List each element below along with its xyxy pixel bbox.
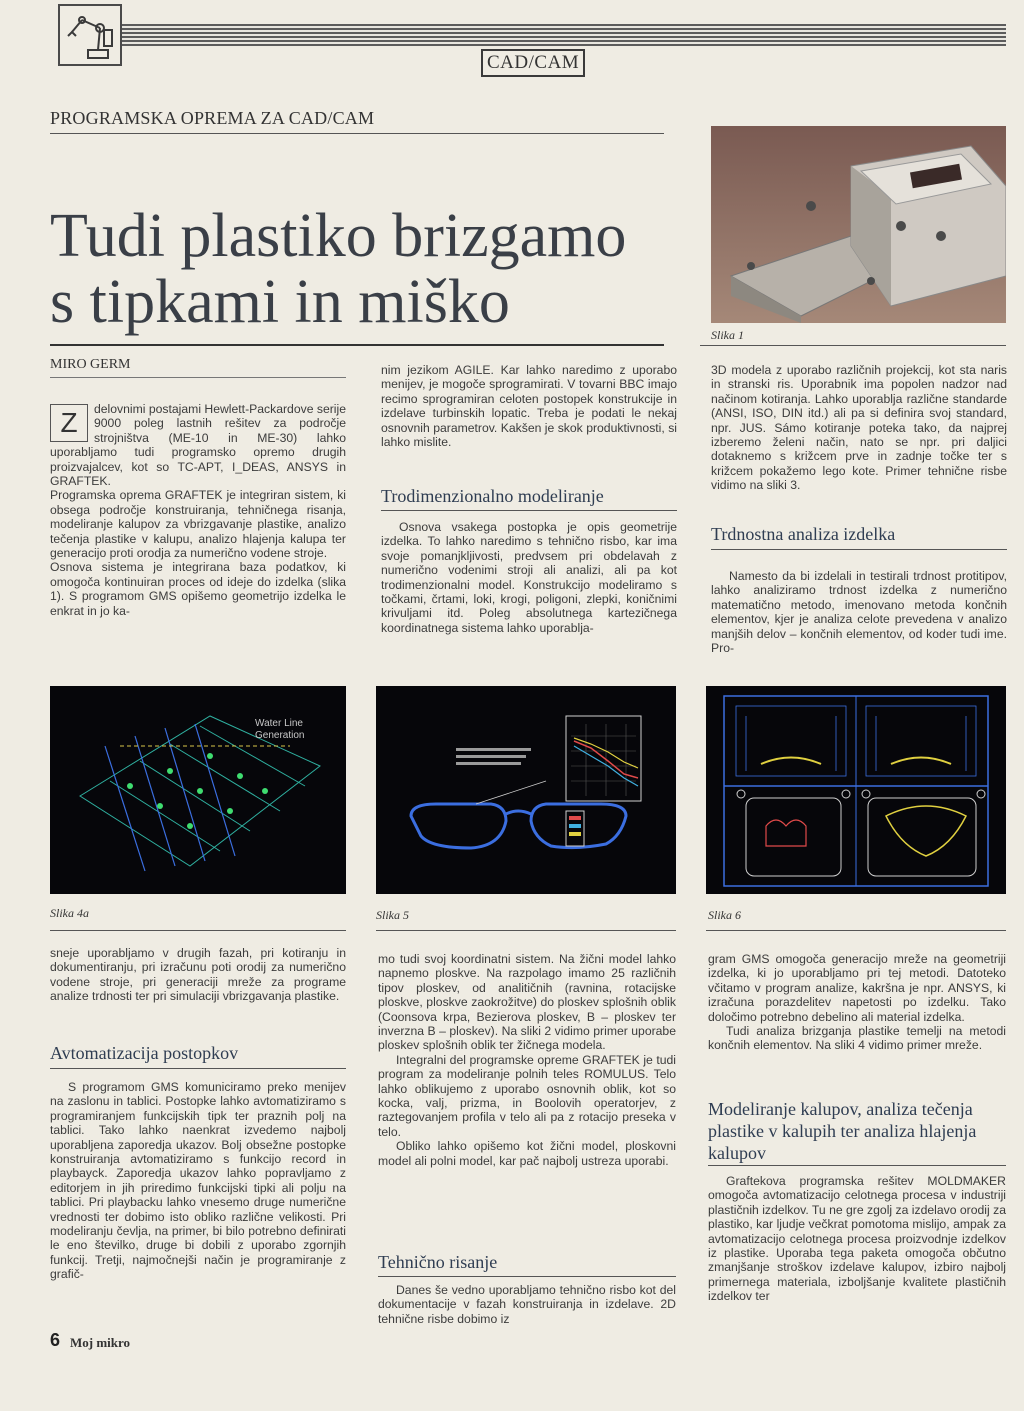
subheading-rule [378, 1276, 676, 1277]
column-2-bottom-b [378, 1283, 676, 1326]
robot-arm-logo-icon [58, 4, 122, 66]
col3-bottom-p2: Tudi analiza brizganja plastike temelji na metodi končnih elementov. Na sliki 4 vidimo primer mreže. [708, 1024, 1006, 1053]
magazine-name: Moj mikro [70, 1335, 131, 1350]
byline-rule [50, 377, 346, 378]
subheading-rule [381, 510, 677, 511]
author-byline: MIRO GERM [50, 357, 131, 372]
figure-5-rule [376, 930, 676, 931]
kicker: PROGRAMSKA OPREMA ZA CAD/CAM [50, 108, 375, 128]
figure-1-rule [700, 345, 1006, 346]
col3-bottom-p1: gram GMS omogoča generacijo mreže na geometriji izdelka, ki jo uporabljamo pri tej metodi. Datoteko včitamo v program analize, kakršna je npr. ANSYS, ki izračuna porazdelitev napetosti po izdelku. Tako določimo potrebno debelino ali material izdelka. [708, 952, 1006, 1024]
col1-top-p1: delovnimi postajami Hewlett-Packardove serije 9000 poleg lastnih rešitev za področje strojništva (ME-10 in ME-30) lahko uporabljamo tudi programsko opremo drugih proizvajalcev, kot so TC-APT, I_DEAS, ANSYS in GRAFTEK. [50, 402, 346, 489]
figure-6-mold [706, 686, 1006, 894]
col2-bottom-p1: mo tudi svoj koordinatni sistem. Na žični model lahko napnemo ploskve. Na razpolago imamo 25 različnih tipov ploskev, od analitičnih (ravnina, rotacijske ploskve, ploskve zaokrožitve) do ploskev splošnih oblik (Coonsova krpa, Bezierova ploskev, B – ploskev ter inverzna B – ploskev). Na sliki 2 vidimo primer uporabe ploskev splošnih oblik ter žičnega modela. [378, 952, 676, 1053]
drop-cap: Z [50, 404, 88, 442]
col2-bottom-p4: Danes še vedno uporabljamo tehnično risbo kot del dokumentacije v fazah konstruiranja in izdelave. 2D tehnične risbe dobimo iz [378, 1283, 676, 1326]
headline [50, 203, 690, 335]
figure-4a-caption: Slika 4a [50, 906, 89, 920]
figure-1-photo [711, 126, 1006, 323]
header-band [92, 24, 1006, 46]
subheading-strength-analysis: Trdnostna analiza izdelka [711, 524, 896, 544]
column-3-bottom [708, 952, 1006, 1053]
column-1-bottom [50, 946, 346, 1004]
section-tag: CAD/CAM [481, 49, 585, 77]
column-1-bottom-b [50, 1080, 346, 1282]
col3-bottom-p3: Graftekova programska rešitev MOLDMAKER omogoča avtomatizacijo celotnega procesa v industriji plastičnih izdelkov. Tu ne gre zgolj za izdelavo orodij za plastiko, kar ljudje večkrat pomotoma mislijo, ampak za avtomatizacijo celotnega procesa proizvodnje izdelkov iz plastike. Uporaba tega paketa omogoča občutno zmanjšanje stroškov izdelave kalupov, izbiro najbolj primernega materiala, izboljšanje kvalitete plastičnih izdelkov ter [708, 1174, 1006, 1304]
page-number: 6 [50, 1330, 61, 1350]
subheading-rule [708, 1165, 1006, 1166]
subheading-3d-modeling: Trodimenzionalno modeliranje [381, 486, 604, 506]
column-2-top-b [381, 520, 677, 635]
subheading-technical-drawing: Tehnično risanje [378, 1252, 498, 1272]
column-3-bottom-b [708, 1174, 1006, 1304]
kicker-rule [50, 133, 664, 134]
col2-bottom-p2: Integralni del programske opreme GRAFTEK je tudi program za modeliranje polnih teles ROMULUS. Telo lahko oblikujemo z uporabo osnovnih oblik, kot so kocka, valj, prizma, in Boolovih operatorjev, z raztegovanjem profila v telo ali pa z rotacijo preseka v telo. [378, 1052, 676, 1139]
figure-6-caption: Slika 6 [708, 908, 741, 922]
col1-bottom-p2: S programom GMS komuniciramo preko menijev na zaslonu in tablici. Postopke lahko avtomatiziramo s programiranjem funkcijskih tipk ter praznih polj na tablici. Tako lahko naenkrat izvedemo najbolj uporabljena zaporedja ukazov. Bolj obsežne postopke konstruiranja avtomatiziramo s funkcijo record in playbayck. Zaporedja ukazov lahko popravljamo z editorjem in jih priredimo funkcijski tipki ali polju na tablici. Pri playbacku lahko vnesemo druge numerične vrednosti ter dobimo isto obliko različne velikosti. Pri modeliranju čevlja, na primer, bi bilo potrebno definirati le eno številko, druge bi dobili z uporabo zgornjih funkcij. Tretji, najmočnejši način je programiranje z grafič- [50, 1080, 346, 1282]
subheading-automation: Avtomatizacija postopkov [50, 1043, 239, 1063]
col2-top-p2: Osnova vsakega postopka je opis geometrije izdelka. To lahko naredimo s tehnično risbo, kar ima svoje pomanjkljivosti, predvsem pri obdelavah z numerično vodenimi stroji ali analizi, ali pa kot trodimenzionalni model. Konstrukcijo modeliramo s točkami, črtami, loki, krogi, poligoni, zlepki, koničnimi krivuljami itd. Poleg absolutnega kartezičnega koordinatnega sistema lahko uporablja- [381, 520, 677, 635]
figure-5-glasses [376, 686, 676, 894]
figure-6-rule [706, 930, 1006, 931]
subheading-rule [711, 549, 1007, 550]
col2-top-p1: nim jezikom AGILE. Kar lahko naredimo z uporabo menijev, je mogoče sprogramirati. V tovarni BBC imajo recimo sprogramiran celoten postopek konstrukcije in izdelave turbinskih lopatic. Treba je podati le nekaj osnovnih parametrov. Kakšen je skok produktivnosti, si lahko mislite. [381, 363, 677, 450]
column-2-top [381, 363, 677, 449]
column-3-top-b [711, 569, 1007, 655]
column-3-top [711, 363, 1007, 493]
col1-top-p3: Osnova sistema je integrirana baza podatkov, ki omogoča kontinuiran proces od ideje do izdelka (slika 1). S programom GMS opišemo geometrijo izdelka le enkrat in jo ka- [50, 560, 346, 618]
figure-4a-label-2: Generation [255, 730, 305, 741]
col1-bottom-p1: sneje uporabljamo v drugih fazah, pri kotiranju in dokumentiranju, pri izračunu poti orodij za numerično vodene stroje, pri generaciji mreže za programe analize trdnosti ter pri simulaciji vbrizgavanja plastike. [50, 946, 346, 1004]
figure-4a-label-1: Water Line [255, 718, 303, 729]
col3-top-p1: 3D modela z uporabo različnih projekcij, kot sta naris in stranski ris. Uporabnik ima popolen nadzor nad načinom kotiranja. Lahko uporablja različne standarde (ANSI, ISO, DIN itd.) ali pa si definira svoj standard, npr. JUS. Sámo kotiranje poteka tako, da najprej izberemo želeni način, nato se npr. pri daljici dotaknemo s križcem prve in zadnje točke ter s križcem pokažemo lego kote. Primer tehnične risbe vidimo na sliki 3. [711, 363, 1007, 493]
subheading-rule [50, 1068, 346, 1069]
figure-4a-mesh [50, 686, 346, 894]
col2-bottom-p3: Obliko lahko opišemo kot žični model, ploskovni model ali polni model, kar pač najbolj ustreza uporabi. [378, 1139, 676, 1168]
col3-top-p2: Namesto da bi izdelali in testirali trdnost protitipov, lahko analiziramo trdnost izdelka z numerično matematično metodo, imenovano metoda končnih elementov, kjer je analiza celote prevedena v analizo manjših delov – končnih elementov, od koder tudi ime. Pro- [711, 569, 1007, 656]
col1-top-p2: Programska oprema GRAFTEK je integriran sistem, ki obsega področje konstruiranja, tehničnega risanja, modeliranje kalupov za vbrizgavanje plastike, analizo tečenja plastike v kalupu, analizo hlajenja kalupa ter generacijo proti orodja za numerično vodene stroje. [50, 488, 346, 561]
figure-1-caption: Slika 1 [711, 328, 744, 342]
headline-line2: s tipkami in miško [50, 268, 510, 336]
figure-5-caption: Slika 5 [376, 908, 409, 922]
subheading-mold-modeling: Modeliranje kalupov, analiza tečenja plastike v kalupih ter analiza hlajenja kalupov [708, 1099, 977, 1163]
headline-line1: Tudi plastiko brizgamo [50, 202, 627, 270]
column-1-top [50, 402, 346, 618]
headline-rule [50, 344, 664, 346]
column-2-bottom [378, 952, 676, 1168]
figure-4a-rule [50, 930, 346, 931]
